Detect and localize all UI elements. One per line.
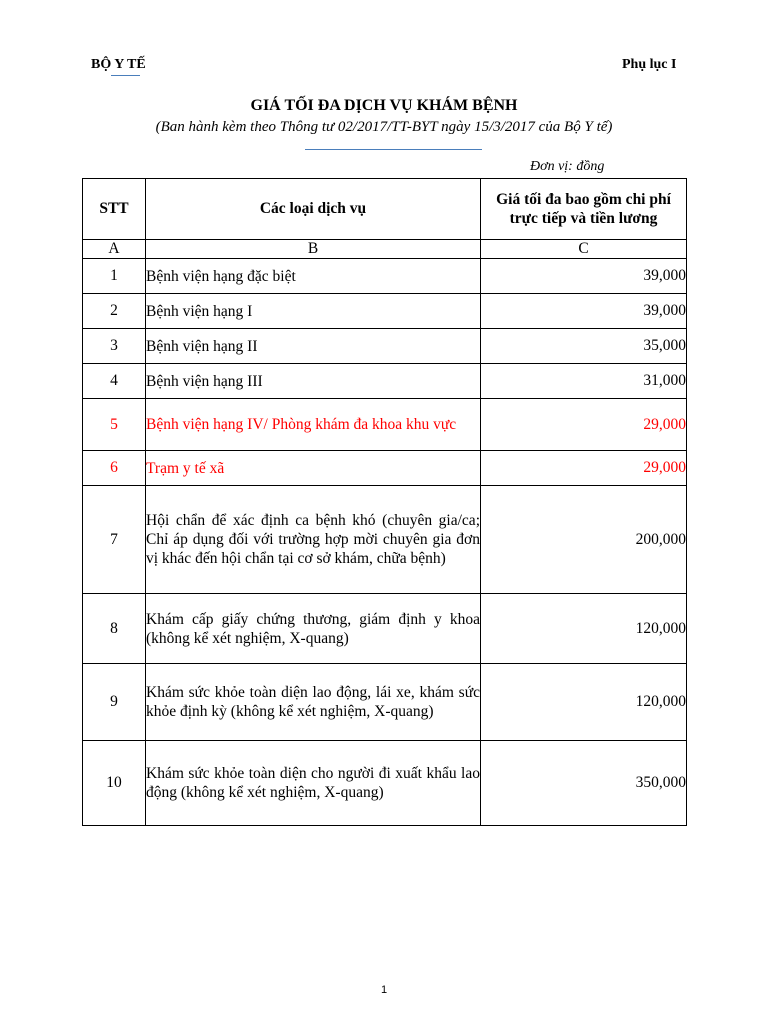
table-header-row: [83, 179, 687, 240]
table-row: [83, 329, 687, 364]
table-row: [83, 259, 687, 294]
row-price: 35,000: [481, 329, 687, 364]
row-service: Khám sức khỏe toàn diện cho người đi xuất khẩu lao động (không kể xét nghiệm, X-quang): [146, 741, 481, 826]
row-price: 120,000: [481, 594, 687, 664]
column-letter-b: B: [146, 240, 481, 259]
document-title: GIÁ TỐI ĐA DỊCH VỤ KHÁM BỆNH: [250, 97, 518, 114]
column-letter-c: C: [481, 240, 687, 259]
table-row: [83, 486, 687, 594]
document-subtitle: (Ban hành kèm theo Thông tư 02/2017/TT-BYT ngày 15/3/2017 của Bộ Y tế): [155, 119, 613, 135]
row-stt: 5: [83, 399, 146, 451]
row-stt: 4: [83, 364, 146, 399]
row-price: 29,000: [481, 451, 687, 486]
row-price: 120,000: [481, 664, 687, 741]
table-row: [83, 594, 687, 664]
row-stt: 7: [83, 486, 146, 594]
row-service: Hội chẩn để xác định ca bệnh khó (chuyên gia/ca; Chỉ áp dụng đối với trường hợp mời chuyên gia đơn vị khác đến hội chẩn tại cơ sở khám, chữa bệnh): [146, 486, 481, 594]
row-service: Bệnh viện hạng I: [146, 294, 481, 329]
table-row: [83, 399, 687, 451]
price-table: [82, 178, 687, 826]
row-stt: 10: [83, 741, 146, 826]
row-service: Bệnh viện hạng II: [146, 329, 481, 364]
row-service: Bệnh viện hạng đặc biệt: [146, 259, 481, 294]
currency-unit: Đơn vị: đồng: [530, 159, 605, 174]
row-price: 39,000: [481, 294, 687, 329]
row-stt: 9: [83, 664, 146, 741]
row-price: 350,000: [481, 741, 687, 826]
appendix-label: Phụ lục I: [622, 57, 677, 72]
table-row: [83, 294, 687, 329]
row-price: 200,000: [481, 486, 687, 594]
row-stt: 8: [83, 594, 146, 664]
row-service: Khám cấp giấy chứng thương, giám định y khoa (không kể xét nghiệm, X-quang): [146, 594, 481, 664]
page-number: 1: [380, 984, 388, 996]
row-stt: 3: [83, 329, 146, 364]
table-row: [83, 741, 687, 826]
row-stt: 2: [83, 294, 146, 329]
row-service: Trạm y tế xã: [146, 451, 481, 486]
ministry-name: BỘ Y TẾ: [91, 57, 146, 72]
column-letter-a: A: [83, 240, 146, 259]
row-price: 31,000: [481, 364, 687, 399]
row-service: Bệnh viện hạng IV/ Phòng khám đa khoa khu vực: [146, 399, 481, 451]
row-price: 39,000: [481, 259, 687, 294]
header-price: Giá tối đa bao gồm chi phí trực tiếp và tiền lương: [481, 179, 687, 240]
table-row: [83, 664, 687, 741]
ministry-underline: [111, 75, 140, 76]
subtitle-underline: [305, 149, 482, 150]
row-stt: 1: [83, 259, 146, 294]
table-row: [83, 364, 687, 399]
row-price: 29,000: [481, 399, 687, 451]
header-stt: STT: [83, 179, 146, 240]
column-letter-row: [83, 240, 687, 259]
row-stt: 6: [83, 451, 146, 486]
header-service: Các loại dịch vụ: [146, 179, 481, 240]
table-row: [83, 451, 687, 486]
row-service: Bệnh viện hạng III: [146, 364, 481, 399]
row-service: Khám sức khỏe toàn diện lao động, lái xe, khám sức khỏe định kỳ (không kể xét nghiệm, X-quang): [146, 664, 481, 741]
